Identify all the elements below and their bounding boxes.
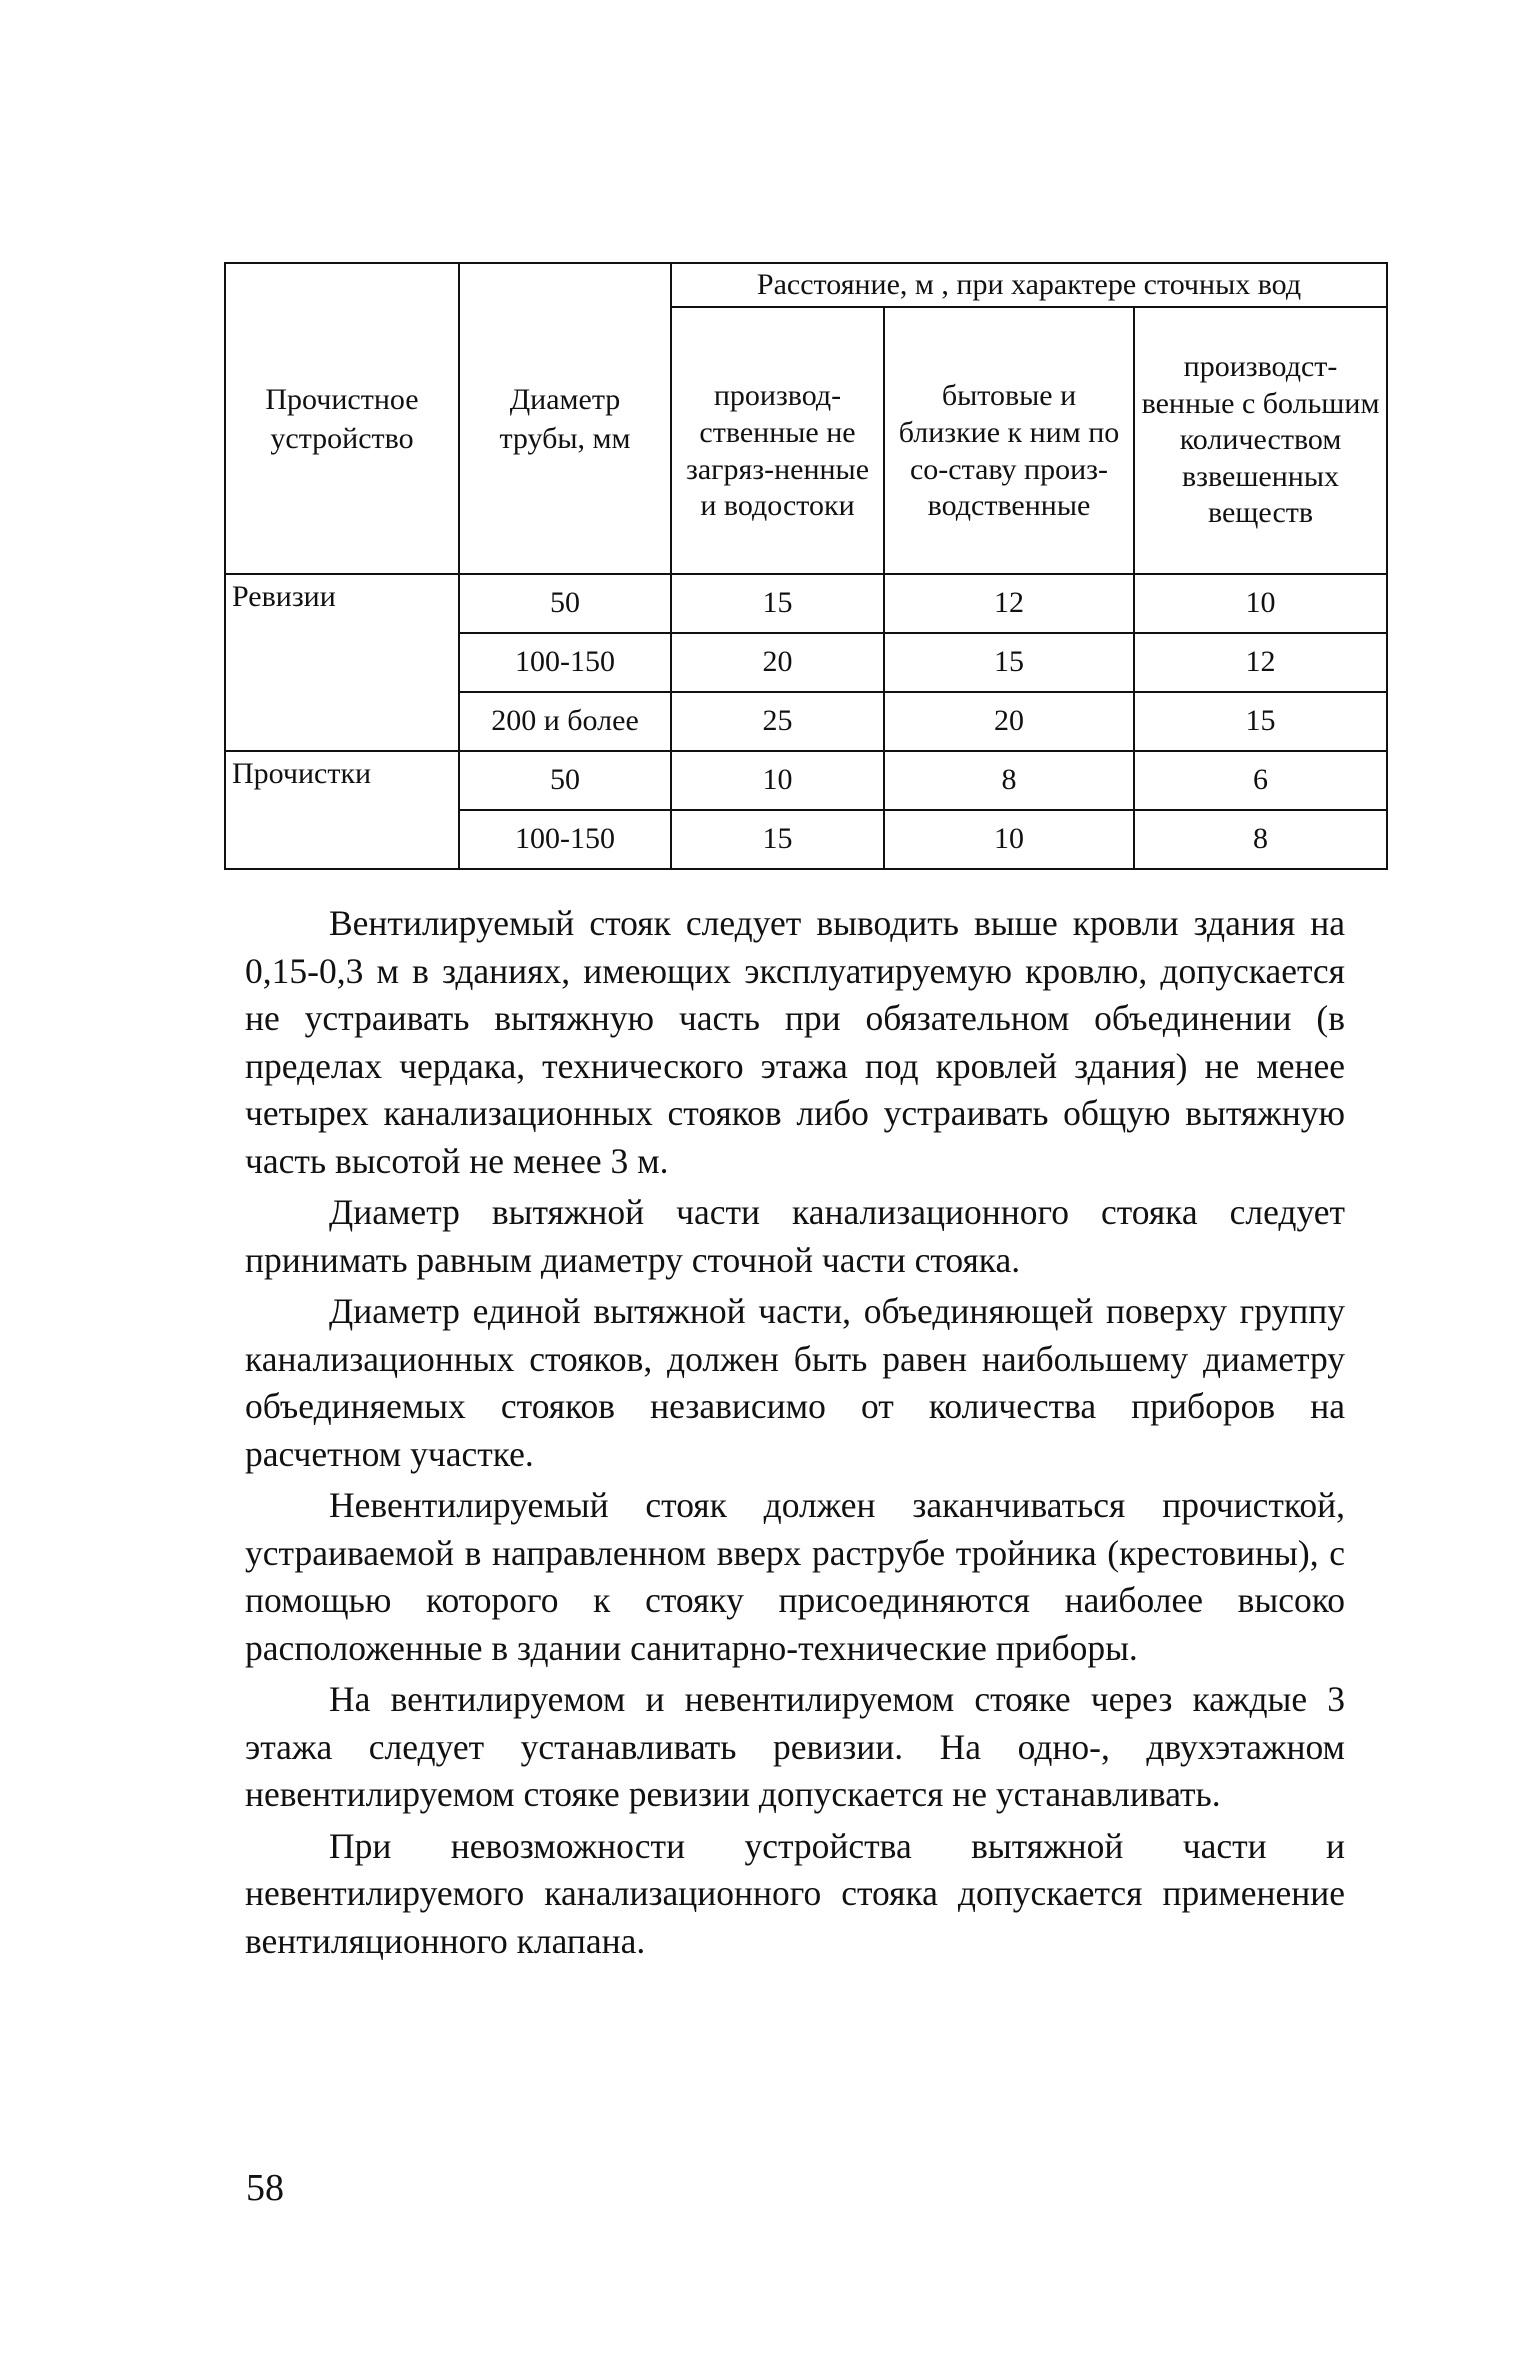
cell-value: 10 xyxy=(884,810,1134,869)
cell-value: 10 xyxy=(671,751,884,810)
cell-diameter: 50 xyxy=(459,574,671,633)
body-text xyxy=(245,900,1345,1969)
cell-value: 15 xyxy=(671,574,884,633)
cell-diameter: 50 xyxy=(459,751,671,810)
paragraph: На вентилируемом и невентилируемом стояке через каждые 3 этажа следует устанавливать ревизии. На одно-, двухэтажном невентилируемом стояке ревизии допускается не устанавливать. xyxy=(245,1679,1345,1814)
paragraph: Диаметр единой вытяжной части, объединяющей поверху группу канализационных стояков, должен быть равен наибольшему диаметру объединяемых стояков независимо от количества приборов на расчетном участке. xyxy=(245,1291,1345,1474)
cell-diameter: 100-150 xyxy=(459,810,671,869)
cell-value: 8 xyxy=(884,751,1134,810)
cell-value: 6 xyxy=(1134,751,1387,810)
paragraph: Вентилируемый стояк следует выводить выше кровли здания на 0,15-0,3 м в зданиях, имеющих эксплуатируемую кровлю, допускается не устраивать вытяжную часть при обязательном объединении (в пределах чердака, технического этажа под кровлей здания) не менее четырех канализационных стояков либо устраивать общую вытяжную часть высотой не менее 3 м. xyxy=(245,903,1345,1181)
paragraph: Диаметр вытяжной части канализационного стояка следует принимать равным диаметру сточной части стояка. xyxy=(245,1192,1345,1280)
header-industrial-clean: производ-ственные не загряз-ненные и водостоки xyxy=(671,307,884,574)
row-device-revisions: Ревизии xyxy=(225,574,459,751)
header-device: Прочистное устройство xyxy=(225,263,459,574)
cell-diameter: 100-150 xyxy=(459,633,671,692)
cell-value: 20 xyxy=(671,633,884,692)
paragraph: Невентилируемый стояк должен заканчиваться прочисткой, устраиваемой в направленном вверх раструбе тройника (крестовины), с помощью которого к стояку присоединяются наиболее высоко расположенные в здании санитарно-технические приборы. xyxy=(245,1485,1345,1668)
table-row xyxy=(225,751,1387,810)
cell-value: 15 xyxy=(1134,692,1387,751)
header-industrial-suspended: производст-венные с большим количеством взвешенных веществ xyxy=(1134,307,1387,574)
cell-value: 12 xyxy=(1134,633,1387,692)
header-domestic: бытовые и близкие к ним по со-ставу произ-водственные xyxy=(884,307,1134,574)
cell-diameter: 200 и более xyxy=(459,692,671,751)
cell-value: 10 xyxy=(1134,574,1387,633)
cell-value: 25 xyxy=(671,692,884,751)
cell-value: 15 xyxy=(884,633,1134,692)
table-row xyxy=(225,574,1387,633)
row-device-cleanouts: Прочистки xyxy=(225,751,459,869)
header-diameter: Диаметр трубы, мм xyxy=(459,263,671,574)
header-distance-group: Расстояние, м , при характере сточных вод xyxy=(671,263,1387,307)
cell-value: 12 xyxy=(884,574,1134,633)
paragraph: При невозможности устройства вытяжной части и невентилируемого канализационного стояка допускается применение вентиляционного клапана. xyxy=(245,1825,1345,1961)
cell-value: 8 xyxy=(1134,810,1387,869)
cell-value: 20 xyxy=(884,692,1134,751)
distance-table xyxy=(224,262,1388,870)
cell-value: 15 xyxy=(671,810,884,869)
page-number: 58 xyxy=(246,2167,284,2209)
